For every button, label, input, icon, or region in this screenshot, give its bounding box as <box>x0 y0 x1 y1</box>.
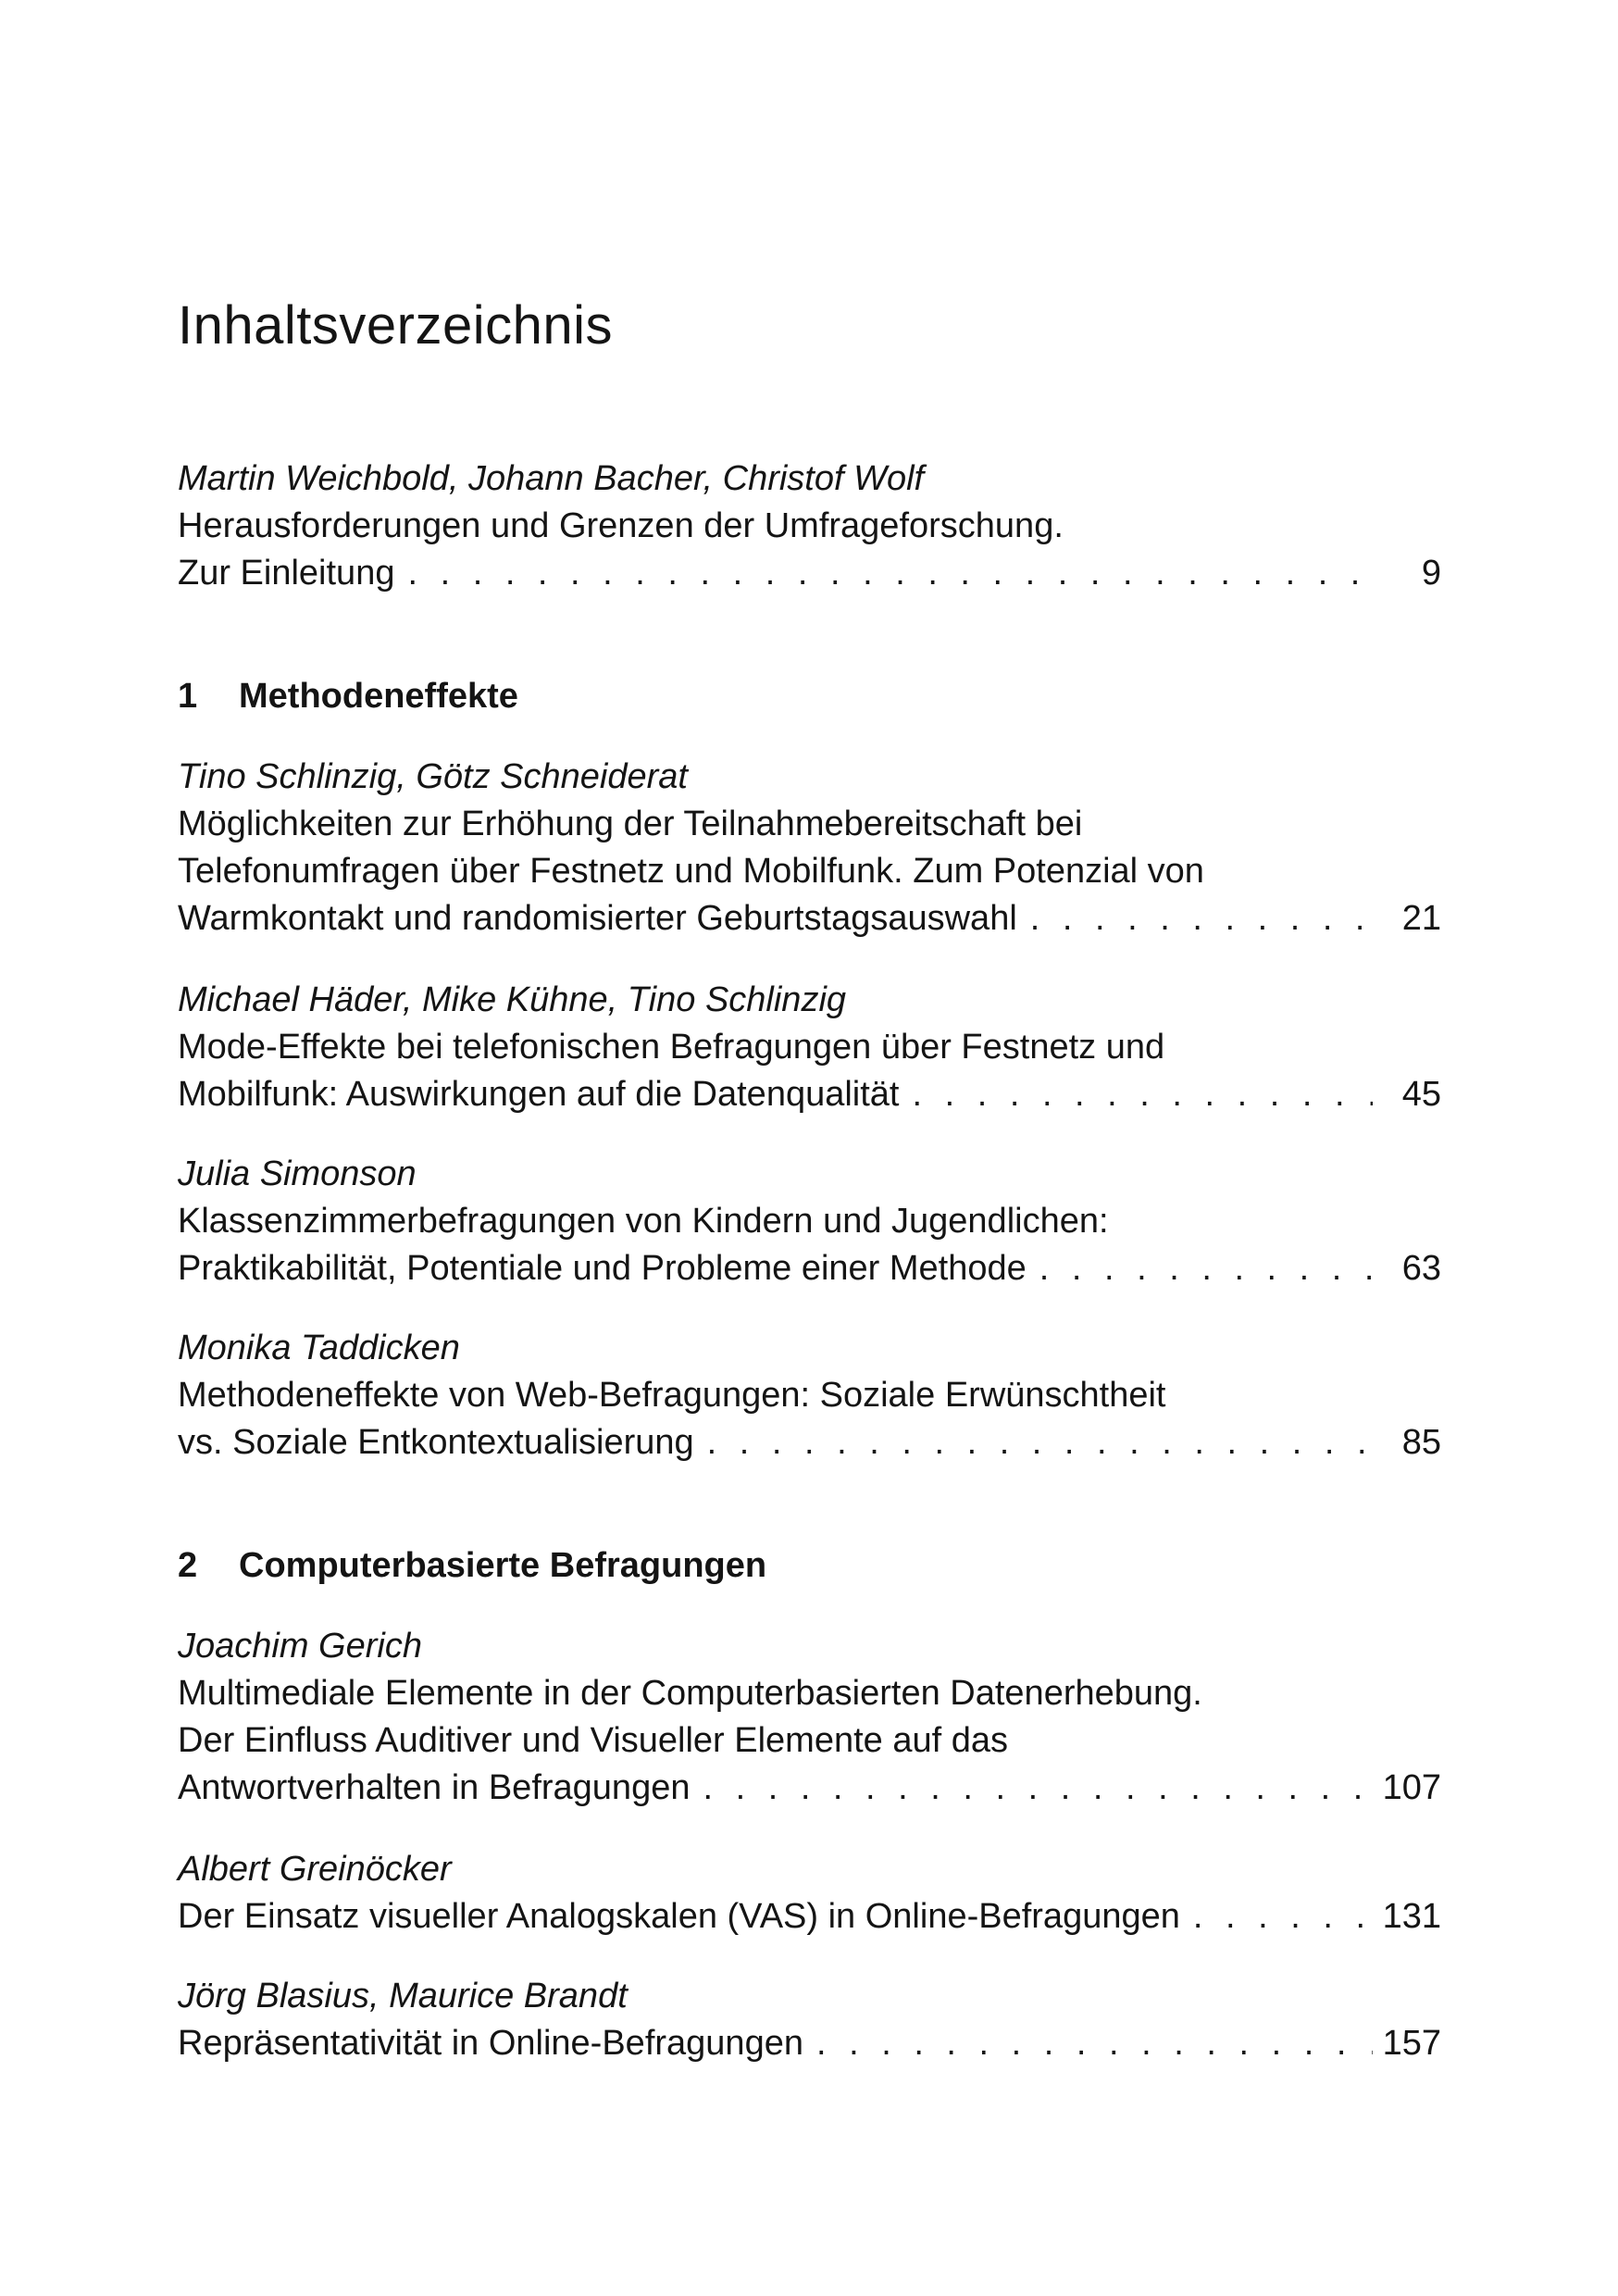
entry-authors: Jörg Blasius, Maurice Brandt <box>178 1977 628 2015</box>
entry-title-last-line <box>178 1245 1441 1292</box>
entry-title-line: Klassenzimmerbefragungen von Kindern und Jugendlichen: <box>178 1202 1109 1241</box>
page-number: 131 <box>1382 1897 1441 1936</box>
toc-entry <box>178 1151 1441 1292</box>
section-number: 2 <box>178 1546 198 1585</box>
entry-authors: Tino Schlinzig, Götz Schneiderat <box>178 757 688 796</box>
entry-title-last-line <box>178 1765 1441 1812</box>
toc-entry <box>178 1623 1441 1812</box>
entry-authors: Michael Häder, Mike Kühne, Tino Schlinzig <box>178 980 847 1019</box>
page-number: 63 <box>1401 1249 1441 1288</box>
section-heading-2 <box>178 1542 766 1590</box>
toc-entry <box>178 1325 1441 1466</box>
toc-entry-intro <box>178 455 1441 597</box>
entry-title-line: Der Einfluss Auditiver und Visueller Elemente auf das <box>178 1721 1009 1760</box>
section-title: Methodeneffekte <box>239 677 518 716</box>
toc-entry <box>178 754 1441 942</box>
entry-title-text: Antwortverhalten in Befragungen <box>178 1768 691 1807</box>
page-title: Inhaltsverzeichnis <box>178 295 613 356</box>
entry-title-last-line <box>178 1893 1441 1940</box>
page-number: 85 <box>1401 1423 1441 1462</box>
page-number: 21 <box>1401 899 1441 938</box>
dot-leader <box>703 1765 1373 1812</box>
toc-entry <box>178 1973 1441 2067</box>
entry-authors: Monika Taddicken <box>178 1329 460 1367</box>
page-number: 45 <box>1401 1075 1441 1114</box>
entry-title-text: Repräsentativität in Online-Befragungen <box>178 2024 803 2063</box>
entry-title-line: Multimediale Elemente in der Computerbasierten Datenerhebung. <box>178 1674 1202 1713</box>
entry-title-line: Methodeneffekte von Web-Befragungen: Soziale Erwünschtheit <box>178 1376 1166 1415</box>
entry-authors: Julia Simonson <box>178 1154 417 1193</box>
page-number: 157 <box>1382 2024 1441 2063</box>
entry-title-last-line <box>178 1071 1441 1118</box>
dot-leader <box>912 1071 1373 1118</box>
dot-leader <box>1030 895 1373 942</box>
entry-authors: Martin Weichbold, Johann Bacher, Christof Wolf <box>178 459 925 498</box>
dot-leader <box>816 2020 1373 2067</box>
entry-title-line: Herausforderungen und Grenzen der Umfrageforschung. <box>178 506 1064 545</box>
entry-title-text: Zur Einleitung <box>178 554 395 593</box>
entry-title-line: Möglichkeiten zur Erhöhung der Teilnahmebereitschaft bei <box>178 805 1083 843</box>
entry-title-last-line <box>178 895 1441 942</box>
entry-title-text: vs. Soziale Entkontextualisierung <box>178 1423 694 1462</box>
dot-leader <box>1039 1245 1373 1292</box>
entry-title-text: Mobilfunk: Auswirkungen auf die Datenqualität <box>178 1075 900 1114</box>
page-number: 107 <box>1382 1768 1441 1807</box>
entry-title-line: Telefonumfragen über Festnetz und Mobilfunk. Zum Potenzial von <box>178 852 1204 891</box>
entry-authors: Albert Greinöcker <box>178 1850 452 1889</box>
entry-authors: Joachim Gerich <box>178 1627 422 1666</box>
dot-leader <box>407 550 1373 597</box>
dot-leader <box>707 1419 1373 1466</box>
dot-leader <box>1193 1893 1373 1940</box>
toc-entry <box>178 977 1441 1118</box>
entry-title-text: Der Einsatz visueller Analogskalen (VAS) in Online-Befragungen <box>178 1897 1180 1936</box>
entry-title-last-line <box>178 2020 1441 2067</box>
section-title: Computerbasierte Befragungen <box>239 1546 767 1585</box>
entry-title-last-line <box>178 550 1441 597</box>
entry-title-text: Praktikabilität, Potentiale und Probleme einer Methode <box>178 1249 1027 1288</box>
toc-entry <box>178 1846 1441 1940</box>
entry-title-line: Mode-Effekte bei telefonischen Befragungen über Festnetz und <box>178 1028 1165 1067</box>
section-number: 1 <box>178 677 198 716</box>
page-number: 9 <box>1421 554 1441 593</box>
section-heading-1 <box>178 673 518 720</box>
entry-title-last-line <box>178 1419 1441 1466</box>
entry-title-text: Warmkontakt und randomisierter Geburtstagsauswahl <box>178 899 1017 938</box>
